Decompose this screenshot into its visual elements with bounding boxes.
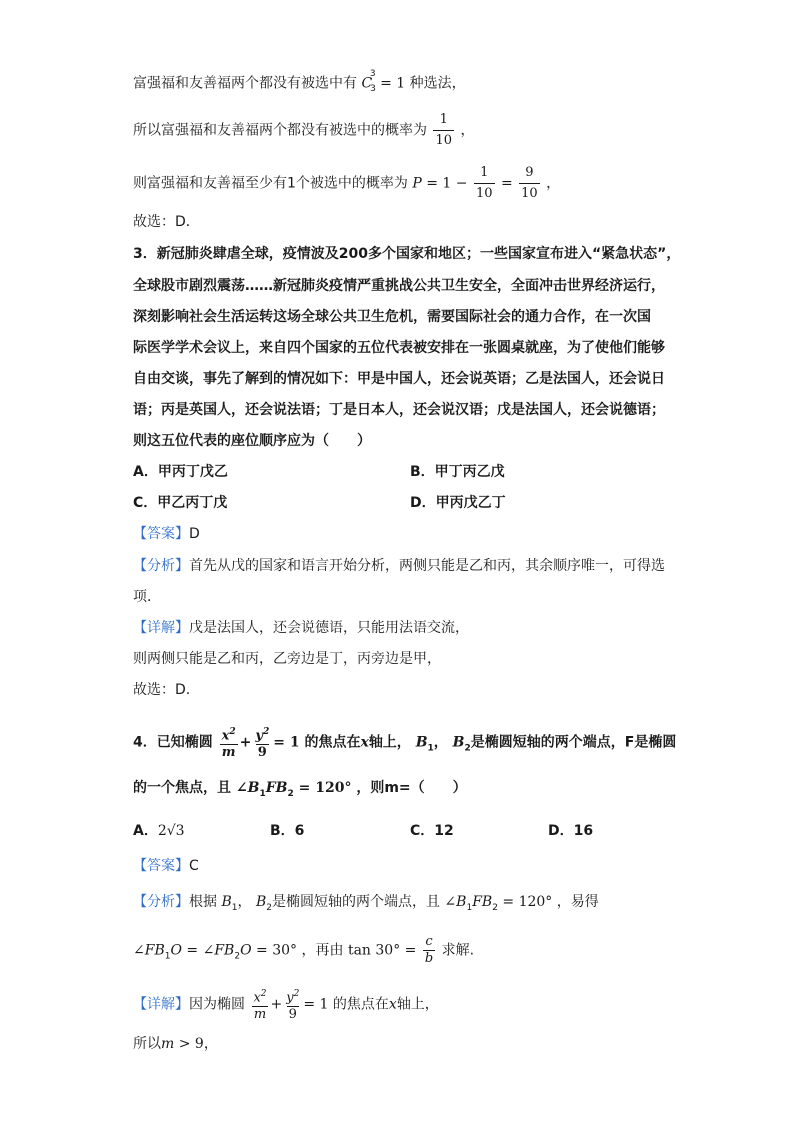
- q4-option-c: C．12: [410, 823, 454, 839]
- q3-stem-line: 自由交谈，事先了解到的情况如下：甲是中国人，还会说英语；乙是法国人，还会说日: [133, 371, 665, 387]
- text: 求解.: [441, 942, 475, 959]
- q3-stem-line: 则这五位代表的座位顺序应为（ ）: [133, 433, 371, 449]
- q4-analysis-cont: $\angle FB_1O$ = $\angle FB_2O = 30^\circ$ ，再由 tan 30° = $\frac{c}{b}$ 求解.: [133, 934, 475, 966]
- q3-answer: [133, 524, 200, 544]
- q3-analysis-cont: 项．: [133, 589, 161, 605]
- text: 所以富强福和友善福两个都没有被选中的概率为: [133, 122, 427, 139]
- prev-line-1: 富强福和友善福两个都没有被选中有 $C_3^3 = 1$ 种选法，: [133, 69, 466, 95]
- q3-stem-line: 深刻影响社会生活运转这场全球公共卫生危机，需要国际社会的通力合作，在一次国: [133, 309, 651, 325]
- text: 种选法，: [409, 75, 466, 92]
- q4-option-a: [133, 821, 185, 841]
- text: ，再由: [301, 942, 344, 959]
- q4-answer: [133, 856, 199, 876]
- q3-stem-line: 语；丙是英国人，还会说法语；丁是日本人，还会说汉语；戊是法国人，还会说德语；: [133, 402, 665, 418]
- answer-tag: 【答案】: [133, 526, 189, 542]
- text: 4．已知椭圆: [133, 734, 213, 751]
- detail-text: 戊是法国人，还会说德语，只能用法语交流，: [189, 620, 469, 636]
- text: 是椭圆短轴的两个端点，且: [271, 894, 440, 910]
- q3-stem-line: 全球股市剧烈震荡……新冠肺炎疫情严重挑战公共卫生安全，全面冲击世界经济运行，: [133, 278, 665, 294]
- q4-detail: 【详解】因为椭圆 $\frac{x^2}{m}$ + $\frac{y^2}{9}$ = 1 的焦点在x轴上，: [133, 989, 439, 1023]
- q4-detail-cont: 所以m > 9，: [133, 1036, 218, 1052]
- q3-analysis: [133, 556, 665, 576]
- text: 的焦点在: [304, 734, 361, 751]
- q3-option-d: D．甲丙戊乙丁: [410, 495, 506, 511]
- text: 的一个焦点，且: [133, 780, 231, 796]
- text: ，: [237, 894, 252, 910]
- text: ，: [203, 1036, 218, 1052]
- text: 的焦点在: [332, 996, 389, 1013]
- q3-stem-line: 际医学学术会议上，来自四个国家的五位代表被安排在一张圆桌就座，为了使他们能够: [133, 340, 665, 356]
- q4-analysis: 【分析】根据 $B_1$， $B_2$是椭圆短轴的两个端点，且 $\angle B_1FB_2 = 120^\circ$ ，易得: [133, 894, 599, 913]
- analysis-text: 首先从戊的国家和语言开始分析，两侧只能是乙和丙，其余顺序唯一，可得选: [189, 558, 665, 574]
- text: 富强福和友善福两个都没有被选中有: [133, 75, 357, 92]
- answer-value: C: [189, 858, 199, 874]
- text: 则富强福和友善福至少有1个被选中的概率为: [133, 175, 408, 192]
- q3-stem-line: 3．新冠肺炎肆虐全球，疫情波及200多个国家和地区；一些国家宣布进入“紧急状态”，: [133, 246, 681, 262]
- prev-line-2: 所以富强福和友善福两个都没有被选中的概率为 $\frac{1}{10}$ ，: [133, 110, 474, 151]
- q3-option-c: C．甲乙丙丁戊: [133, 495, 228, 511]
- text: ，易得: [556, 894, 599, 910]
- q4-stem-line-1: 4．已知椭圆 $\frac{x^2}{m}$ + $\frac{y^2}{9}$ = 1 的焦点在x轴上， $B_1$， $B_2$是椭圆短轴的两个端点，F是椭圆: [133, 727, 677, 761]
- prev-line-3: 则富强福和友善福至少有1个被选中的概率为 P = 1 − $\frac{1}{10}$ = $\frac{9}{10}$ ，: [133, 163, 560, 204]
- q3-detail-cont: 则两侧只能是乙和丙，乙旁边是丁，丙旁边是甲，: [133, 651, 441, 667]
- q4-option-d: D．16: [548, 823, 594, 839]
- answer-tag: 【答案】: [133, 858, 189, 874]
- text: 轴上，: [396, 996, 439, 1013]
- q4-option-b: B．6: [270, 823, 305, 839]
- q3-detail: [133, 618, 469, 638]
- q3-option-a: A．甲丙丁戊乙: [133, 464, 228, 480]
- text: ，则m=（ ）: [356, 780, 467, 796]
- text: ，: [460, 122, 475, 139]
- answer-value: D: [189, 526, 200, 542]
- text: ，: [433, 734, 448, 751]
- detail-tag: 【详解】: [133, 620, 189, 636]
- option-value: 2√3: [157, 823, 185, 839]
- detail-tag: 【详解】: [133, 996, 189, 1013]
- q3-conclusion: 故选：D.: [133, 682, 191, 698]
- q3-option-b: B．甲丁丙乙戊: [410, 464, 505, 480]
- option-label: A．: [133, 823, 158, 839]
- text: 是椭圆短轴的两个端点，F是椭圆: [470, 734, 677, 751]
- text: 根据: [189, 894, 217, 910]
- text: 轴上，: [368, 734, 411, 751]
- text: ，: [546, 175, 561, 192]
- analysis-tag: 【分析】: [133, 558, 189, 574]
- analysis-tag: 【分析】: [133, 894, 189, 910]
- text: 因为椭圆: [189, 996, 245, 1013]
- q4-stem-line-2: 的一个焦点，且 $\angle B_1FB_2 = 120^\circ$ ，则m=（ ）: [133, 780, 467, 799]
- prev-conclusion: 故选：D．: [133, 214, 200, 230]
- text: 所以: [133, 1036, 161, 1052]
